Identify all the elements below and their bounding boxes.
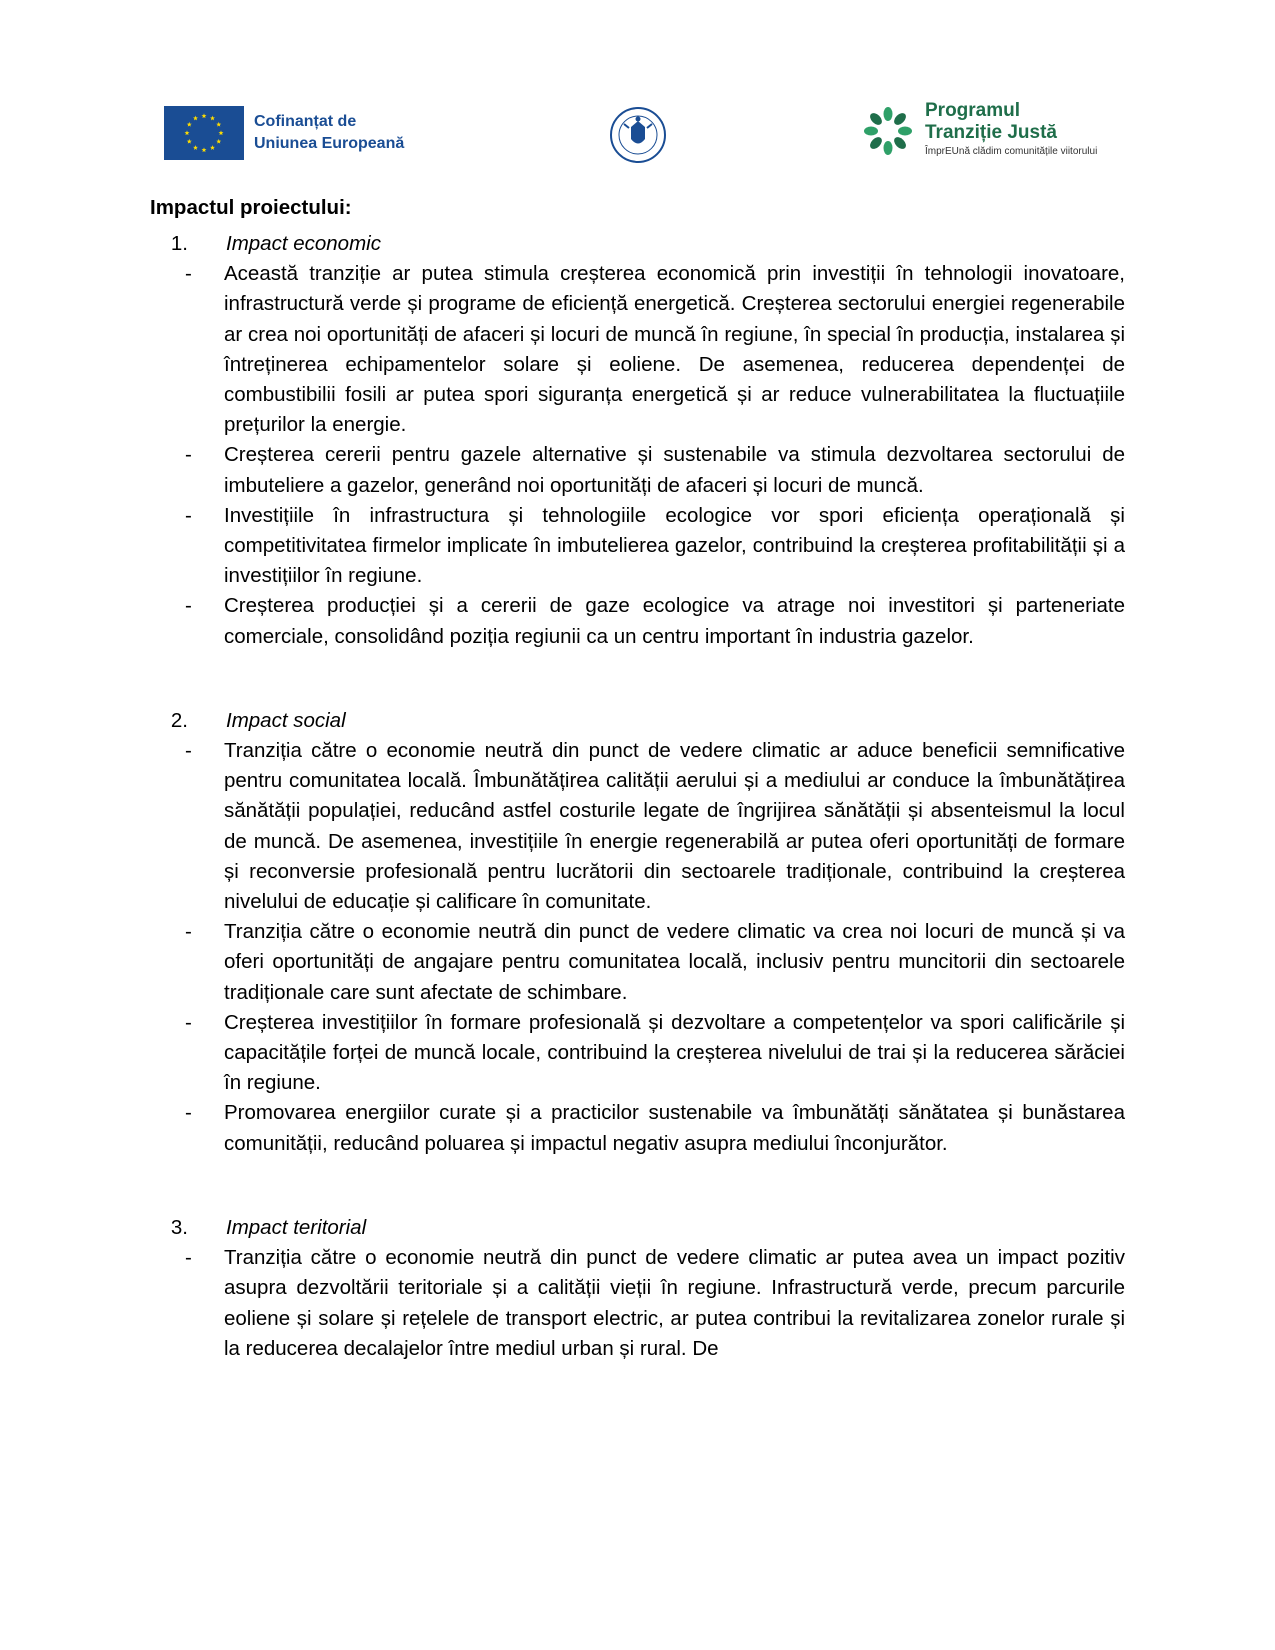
section-title: Impact economic [226, 232, 381, 255]
flower-petal-icon [868, 135, 884, 151]
bullet-item [150, 1008, 1125, 1099]
bullet-text: Această tranziție ar putea stimula creșterea economică prin investiții în tehnologii inovatoare, infrastructură verde și programe de eficiență energetică. Creșterea sectorului energiei regenerabile ar crea noi oportunități de afaceri și locuri de muncă în regiune, în special în producția, instalarea și întreținerea echipamentelor solare și eoliene. De asemenea, reducerea dependenței de combustibilii fosili ar putea spori siguranța energetică și ar reduce vulnerabilitatea la fluctuațiile prețurilor la energie. [224, 262, 1125, 437]
bullet-dash: - [185, 262, 192, 286]
document-title: Impactul proiectului: [150, 196, 352, 219]
bullet-dash: - [185, 503, 192, 527]
ptj-title-line-2: Tranziție Justă [925, 122, 1057, 143]
bullet-dash: - [185, 443, 192, 467]
document-body [150, 193, 1125, 1364]
bullet-item [150, 440, 1125, 500]
bullet-item [150, 917, 1125, 1008]
flower-petal-icon [884, 107, 893, 121]
impact-sections [150, 229, 1125, 1364]
eu-logo-text [254, 111, 404, 155]
section-heading [150, 229, 1125, 259]
bullet-dash: - [185, 739, 192, 763]
ptj-title-line-1: Programul [925, 100, 1021, 121]
section-number: 3. [170, 1215, 188, 1239]
bullet-item [150, 591, 1125, 651]
page-header [0, 100, 1275, 168]
eu-flag-icon [164, 106, 244, 160]
bullet-text: Promovarea energiilor curate și a practicilor sustenabile va îmbunătăți sănătatea și bunăstarea comunității, reducând poluarea și impactul negativ asupra mediului înconjurător. [224, 1101, 1125, 1155]
bullet-text: Tranziția către o economie neutră din punct de vedere climatic va crea noi locuri de muncă și va oferi oportunități de angajare pentru comunitatea locală, inclusiv pentru muncitorii din sectoarele tradiționale care sunt afectate de schimbare. [224, 920, 1125, 1004]
section-heading [150, 1213, 1125, 1243]
bullet-dash: - [185, 594, 192, 618]
eu-logo-line-2: Uniunea Europeană [254, 135, 405, 152]
flower-petal-icon [892, 111, 908, 127]
bullet-item [150, 259, 1125, 440]
section-number: 1. [170, 232, 188, 255]
flower-petal-icon [884, 141, 893, 155]
section-title: Impact social [226, 708, 346, 732]
impact-section [150, 229, 1125, 652]
bullet-dash: - [185, 920, 192, 944]
bullet-text: Creșterea investițiilor în formare profesională și dezvoltare a competențelor va spori calificările și capacitățile forței de muncă locale, contribuind la creșterea nivelului de trai și la reducerea sărăciei în regiune. [224, 1010, 1125, 1095]
eu-cofinancing-logo [164, 106, 404, 160]
ptj-tagline: ÎmprEUnă clădim comunitățile viitorului [925, 146, 1098, 157]
bullet-text: Creșterea producției și a cererii de gaze ecologice va atrage noi investitori și parteneriate comerciale, consolidând poziția regiunii ca un centru important în industria gazelor. [224, 594, 1125, 648]
eu-logo-line-1: Cofinanțat de [254, 113, 357, 130]
tranzitie-justa-logo [857, 100, 1097, 162]
bullet-text: Tranziția către o economie neutră din punct de vedere climatic ar putea avea un impact pozitiv asupra dezvoltării teritoriale și a calității vieții în regiune. Infrastructură verde, precum parcurile eoliene și solare și rețelele de transport electric, ar putea contribui la revitalizarea zonelor rurale și la reducerea decalajelor între mediul urban și rural. De [224, 1246, 1125, 1360]
section-heading [150, 706, 1125, 736]
flower-emblem-icon [857, 100, 919, 162]
bullet-text: Tranziția către o economie neutră din punct de vedere climatic ar aduce beneficii semnificative pentru comunitatea locală. Îmbunătățirea calității aerului și a mediului ar conduce la îmbunătățirea sănătății populației, reducând astfel costurile legate de îngrijirea sănătății și absenteismul la locul de muncă. De asemenea, investițiile în energie regenerabilă ar putea oferi oportunități de formare și reconversie profesională pentru lucrătorii din sectoarele tradiționale, contribuind la creșterea nivelului de educație și calificare în comunitate. [224, 739, 1125, 914]
bullet-item [150, 1098, 1125, 1158]
bullet-text: Creșterea cererii pentru gazele alternative și sustenabile va stimula dezvoltarea sectorului de imbuteliere a gazelor, generând noi oportunități de afaceri și locuri de muncă. [224, 443, 1125, 497]
flower-petal-icon [898, 127, 912, 136]
impact-section [150, 706, 1125, 1159]
flower-petal-icon [868, 111, 884, 127]
bullet-item [150, 736, 1125, 917]
bullet-dash: - [185, 1246, 192, 1270]
romanian-government-seal-icon [609, 106, 667, 164]
bullet-text: Investițiile în infrastructura și tehnologiile ecologice vor spori eficiența operațională și competitivitatea firmelor implicate în imbutelierea gazelor, contribuind la creșterea profitabilității și a investițiilor în regiune. [224, 503, 1125, 588]
bullet-dash: - [185, 1010, 192, 1034]
section-number: 2. [170, 708, 188, 732]
impact-section [150, 1213, 1125, 1364]
flower-petal-icon [864, 127, 878, 136]
flower-petal-icon [892, 135, 908, 151]
bullet-dash: - [185, 1101, 192, 1125]
bullet-item [150, 1243, 1125, 1364]
section-title: Impact teritorial [226, 1215, 367, 1239]
bullet-item [150, 501, 1125, 592]
